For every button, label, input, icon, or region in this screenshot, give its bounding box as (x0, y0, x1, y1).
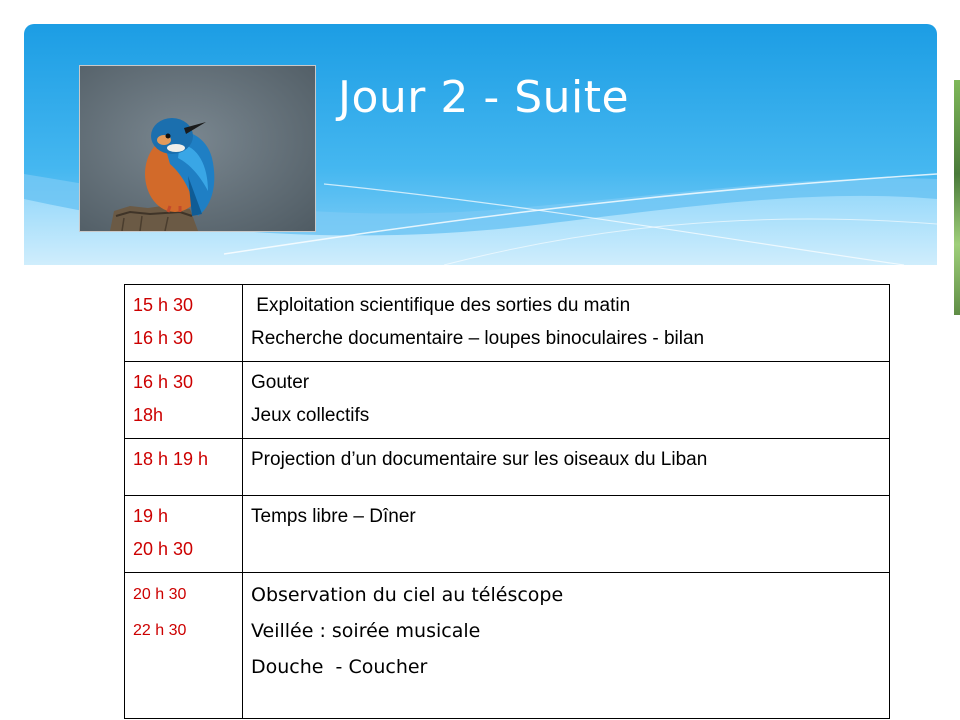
end-time: 22 h 30 (133, 622, 187, 639)
time-range: 18 h 19 h (133, 449, 209, 469)
slide-title: Jour 2 - Suite (338, 72, 630, 123)
time-cell (125, 496, 243, 573)
activity-text: Veillée : soirée musicale (251, 620, 481, 642)
activity-text: Projection d’un documentaire sur les oiseaux du Liban (251, 449, 708, 470)
schedule-table (124, 284, 890, 719)
start-time: 16 h 30 (133, 372, 194, 392)
start-time: 15 h 30 (133, 295, 194, 315)
activity-cell (243, 362, 890, 439)
end-time: 18h (133, 405, 164, 425)
time-cell (125, 573, 243, 719)
kingfisher-photo (79, 65, 316, 232)
table-row (125, 285, 890, 362)
time-cell (125, 285, 243, 362)
activity-text: Exploitation scientifique des sorties du matin (251, 295, 631, 316)
end-time: 20 h 30 (133, 539, 194, 559)
table-row (125, 439, 890, 496)
activity-cell (243, 439, 890, 496)
table-row (125, 362, 890, 439)
edge-image-strip (954, 80, 960, 315)
time-cell (125, 362, 243, 439)
activity-text: Jeux collectifs (251, 405, 370, 426)
time-cell (125, 439, 243, 496)
activity-cell (243, 496, 890, 573)
table-row (125, 496, 890, 573)
activity-text: Temps libre – Dîner (251, 506, 416, 527)
start-time: 20 h 30 (133, 586, 187, 603)
table-row (125, 573, 890, 719)
activity-text: Observation du ciel au téléscope (251, 584, 564, 606)
activity-text: Gouter (251, 372, 310, 393)
end-time: 16 h 30 (133, 328, 194, 348)
start-time: 19 h (133, 506, 169, 526)
activity-text: Douche - Coucher (251, 656, 428, 678)
activity-text: Recherche documentaire – loupes binoculaires - bilan (251, 328, 705, 349)
activity-cell (243, 285, 890, 362)
activity-cell (243, 573, 890, 719)
